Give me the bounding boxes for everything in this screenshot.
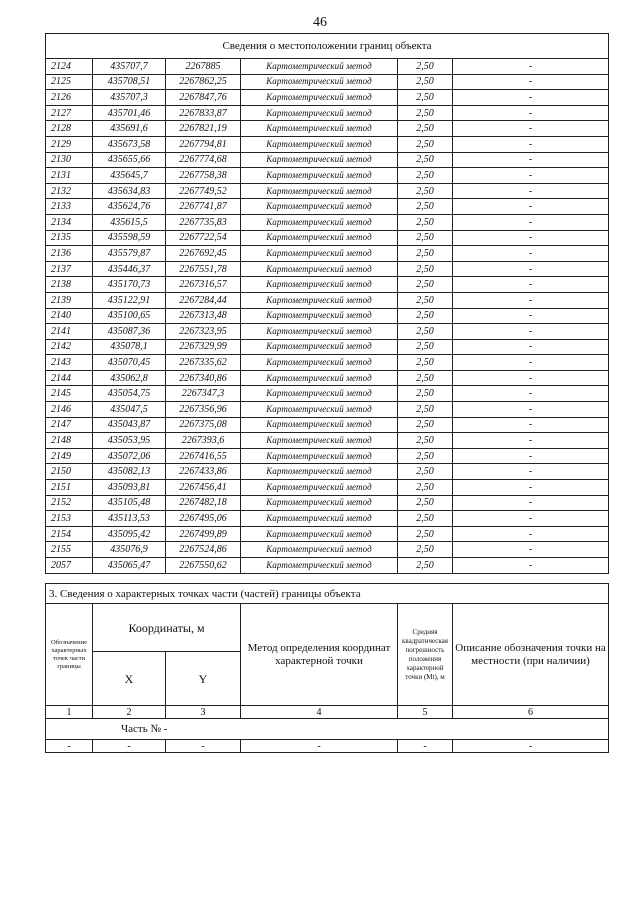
coord-x-cell: 435093,81 (93, 480, 166, 496)
point-number-cell: 2141 (46, 324, 93, 340)
description-cell: - (453, 121, 609, 137)
description-cell: - (453, 495, 609, 511)
table-row (46, 386, 609, 402)
point-number-cell: 2148 (46, 433, 93, 449)
method-cell: Картометрический метод (241, 214, 398, 230)
table-row (46, 355, 609, 371)
method-cell: Картометрический метод (241, 90, 398, 106)
point-number-cell: 2126 (46, 90, 93, 106)
point-number-cell: 2139 (46, 292, 93, 308)
coord-y-cell: 2267833,87 (166, 105, 241, 121)
table-row (46, 246, 609, 262)
method-cell: Картометрический метод (241, 183, 398, 199)
coord-x-cell: 435707,3 (93, 90, 166, 106)
table-row (46, 324, 609, 340)
page-number: 46 (313, 15, 327, 30)
coord-x-cell: 435615,5 (93, 214, 166, 230)
description-cell: - (453, 199, 609, 215)
coord-y-cell: 2267340,86 (166, 370, 241, 386)
coord-x-cell: 435095,42 (93, 526, 166, 542)
coord-y-cell: 2267393,6 (166, 433, 241, 449)
description-cell: - (453, 355, 609, 371)
table-row (46, 292, 609, 308)
method-cell: Картометрический метод (241, 495, 398, 511)
parts-table (45, 583, 609, 753)
method-cell: Картометрический метод (241, 480, 398, 496)
coord-x-cell: 435655,66 (93, 152, 166, 168)
table-row (46, 511, 609, 527)
method-cell: Картометрический метод (241, 74, 398, 90)
description-cell: - (453, 246, 609, 262)
col-num-2: 2 (93, 706, 166, 719)
method-cell: Картометрический метод (241, 199, 398, 215)
coord-x-cell: 435065,47 (93, 558, 166, 574)
col-num-1: 1 (46, 706, 93, 719)
point-number-cell: 2143 (46, 355, 93, 371)
header-method: Метод определения координат характерной точки (241, 604, 398, 706)
method-cell: Картометрический метод (241, 168, 398, 184)
description-cell: - (453, 370, 609, 386)
description-cell: - (453, 386, 609, 402)
method-cell: Картометрический метод (241, 448, 398, 464)
error-cell: 2,50 (398, 511, 453, 527)
method-cell: Картометрический метод (241, 292, 398, 308)
coord-x-cell: 435113,53 (93, 511, 166, 527)
error-cell: 2,50 (398, 308, 453, 324)
header-y: Y (166, 652, 241, 706)
description-cell: - (453, 90, 609, 106)
coord-x-cell: 435634,83 (93, 183, 166, 199)
coord-x-cell: 435043,87 (93, 417, 166, 433)
coord-x-cell: 435701,46 (93, 105, 166, 121)
error-cell: 2,50 (398, 230, 453, 246)
coord-y-cell: 2267821,19 (166, 121, 241, 137)
description-cell: - (453, 433, 609, 449)
description-cell: - (453, 105, 609, 121)
part-row (46, 719, 609, 740)
point-number-cell: 2152 (46, 495, 93, 511)
method-cell: Картометрический метод (241, 558, 398, 574)
table-row (46, 558, 609, 574)
table-row (46, 261, 609, 277)
boundary-table (45, 33, 609, 574)
coord-y-cell: 2267433,86 (166, 464, 241, 480)
coord-x-cell: 435082,13 (93, 464, 166, 480)
header-x: X (93, 652, 166, 706)
error-cell: 2,50 (398, 261, 453, 277)
part-label: Часть № - (46, 719, 609, 740)
coord-y-cell: 2267862,25 (166, 74, 241, 90)
point-number-cell: 2149 (46, 448, 93, 464)
coord-y-cell: 2267741,87 (166, 199, 241, 215)
error-cell: 2,50 (398, 90, 453, 106)
point-number-cell: 2146 (46, 402, 93, 418)
method-cell: Картометрический метод (241, 386, 398, 402)
coord-y-cell: 2267885 (166, 59, 241, 75)
table-row (46, 152, 609, 168)
point-number-cell: 2057 (46, 558, 93, 574)
point-number-cell: 2145 (46, 386, 93, 402)
column-number-row (46, 706, 609, 719)
coord-x-cell: 435047,5 (93, 402, 166, 418)
coord-x-cell: 435062,8 (93, 370, 166, 386)
point-number-cell: 2138 (46, 277, 93, 293)
method-cell: Картометрический метод (241, 136, 398, 152)
table-row (46, 230, 609, 246)
table-row (46, 402, 609, 418)
col-num-6: 6 (453, 706, 609, 719)
method-cell: Картометрический метод (241, 402, 398, 418)
point-number-cell: 2151 (46, 480, 93, 496)
method-cell: Картометрический метод (241, 324, 398, 340)
error-cell: 2,50 (398, 448, 453, 464)
method-cell: Картометрический метод (241, 152, 398, 168)
empty-data-row (46, 740, 609, 753)
header-row (46, 604, 609, 652)
coord-y-cell: 2267375,08 (166, 417, 241, 433)
coord-y-cell: 2267456,41 (166, 480, 241, 496)
table-row (46, 105, 609, 121)
coord-y-cell: 2267356,96 (166, 402, 241, 418)
method-cell: Картометрический метод (241, 308, 398, 324)
description-cell: - (453, 292, 609, 308)
method-cell: Картометрический метод (241, 542, 398, 558)
table-row (46, 168, 609, 184)
method-cell: Картометрический метод (241, 261, 398, 277)
description-cell: - (453, 59, 609, 75)
error-cell: 2,50 (398, 464, 453, 480)
coord-y-cell: 2267749,52 (166, 183, 241, 199)
error-cell: 2,50 (398, 168, 453, 184)
coord-x-cell: 435070,45 (93, 355, 166, 371)
table-row (46, 90, 609, 106)
point-number-cell: 2125 (46, 74, 93, 90)
error-cell: 2,50 (398, 558, 453, 574)
point-number-cell: 2154 (46, 526, 93, 542)
point-number-cell: 2142 (46, 339, 93, 355)
coord-y-cell: 2267550,62 (166, 558, 241, 574)
table-row (46, 183, 609, 199)
header-description: Описание обозначения точки на местности (при наличии) (453, 604, 609, 706)
description-cell: - (453, 308, 609, 324)
error-cell: 2,50 (398, 105, 453, 121)
coord-y-cell: 2267416,55 (166, 448, 241, 464)
description-cell: - (453, 261, 609, 277)
point-number-cell: 2124 (46, 59, 93, 75)
coord-x-cell: 435579,87 (93, 246, 166, 262)
method-cell: Картометрический метод (241, 417, 398, 433)
description-cell: - (453, 448, 609, 464)
error-cell: 2,50 (398, 214, 453, 230)
method-cell: Картометрический метод (241, 433, 398, 449)
header-error: Средняя квадратическая погрешность положения характерной точки (Мt), м (398, 604, 453, 706)
coord-y-cell: 2267313,48 (166, 308, 241, 324)
table-row (46, 417, 609, 433)
coord-y-cell: 2267551,78 (166, 261, 241, 277)
error-cell: 2,50 (398, 136, 453, 152)
point-number-cell: 2147 (46, 417, 93, 433)
table-row (46, 433, 609, 449)
description-cell: - (453, 277, 609, 293)
method-cell: Картометрический метод (241, 246, 398, 262)
description-cell: - (453, 526, 609, 542)
coord-x-cell: 435691,6 (93, 121, 166, 137)
section-title-row (46, 34, 609, 59)
coord-x-cell: 435087,36 (93, 324, 166, 340)
coord-x-cell: 435645,7 (93, 168, 166, 184)
empty-cell: - (93, 740, 166, 753)
coord-x-cell: 435053,95 (93, 433, 166, 449)
section3-title: 3. Сведения о характерных точках части (частей) границы объекта (46, 584, 609, 604)
table-row (46, 495, 609, 511)
error-cell: 2,50 (398, 433, 453, 449)
error-cell: 2,50 (398, 74, 453, 90)
error-cell: 2,50 (398, 59, 453, 75)
point-number-cell: 2150 (46, 464, 93, 480)
error-cell: 2,50 (398, 402, 453, 418)
coord-x-cell: 435446,37 (93, 261, 166, 277)
method-cell: Картометрический метод (241, 464, 398, 480)
coord-y-cell: 2267347,3 (166, 386, 241, 402)
error-cell: 2,50 (398, 417, 453, 433)
method-cell: Картометрический метод (241, 339, 398, 355)
description-cell: - (453, 324, 609, 340)
error-cell: 2,50 (398, 386, 453, 402)
coord-y-cell: 2267847,76 (166, 90, 241, 106)
error-cell: 2,50 (398, 152, 453, 168)
coord-y-cell: 2267482,18 (166, 495, 241, 511)
error-cell: 2,50 (398, 277, 453, 293)
method-cell: Картометрический метод (241, 105, 398, 121)
coord-x-cell: 435054,75 (93, 386, 166, 402)
point-number-cell: 2129 (46, 136, 93, 152)
coord-x-cell: 435078,1 (93, 339, 166, 355)
point-number-cell: 2144 (46, 370, 93, 386)
col-num-5: 5 (398, 706, 453, 719)
coord-y-cell: 2267692,45 (166, 246, 241, 262)
coord-y-cell: 2267329,99 (166, 339, 241, 355)
coord-x-cell: 435100,65 (93, 308, 166, 324)
col-num-4: 4 (241, 706, 398, 719)
empty-cell: - (166, 740, 241, 753)
point-number-cell: 2131 (46, 168, 93, 184)
method-cell: Картометрический метод (241, 511, 398, 527)
coord-y-cell: 2267524,86 (166, 542, 241, 558)
description-cell: - (453, 339, 609, 355)
method-cell: Картометрический метод (241, 121, 398, 137)
point-number-cell: 2128 (46, 121, 93, 137)
table-row (46, 121, 609, 137)
description-cell: - (453, 214, 609, 230)
coord-y-cell: 2267722,54 (166, 230, 241, 246)
coord-y-cell: 2267758,38 (166, 168, 241, 184)
coord-x-cell: 435708,51 (93, 74, 166, 90)
table-row (46, 526, 609, 542)
coord-x-cell: 435598,59 (93, 230, 166, 246)
method-cell: Картометрический метод (241, 59, 398, 75)
error-cell: 2,50 (398, 183, 453, 199)
description-cell: - (453, 464, 609, 480)
empty-cell: - (241, 740, 398, 753)
point-number-cell: 2130 (46, 152, 93, 168)
coord-x-cell: 435076,9 (93, 542, 166, 558)
table-row (46, 59, 609, 75)
coord-y-cell: 2267794,81 (166, 136, 241, 152)
error-cell: 2,50 (398, 370, 453, 386)
coord-x-cell: 435122,91 (93, 292, 166, 308)
section3-title-row (46, 584, 609, 604)
point-number-cell: 2132 (46, 183, 93, 199)
error-cell: 2,50 (398, 246, 453, 262)
table-row (46, 542, 609, 558)
coord-x-cell: 435673,58 (93, 136, 166, 152)
coord-x-cell: 435105,48 (93, 495, 166, 511)
table-row (46, 480, 609, 496)
method-cell: Картометрический метод (241, 526, 398, 542)
error-cell: 2,50 (398, 121, 453, 137)
empty-cell: - (398, 740, 453, 753)
point-number-cell: 2140 (46, 308, 93, 324)
coord-y-cell: 2267284,44 (166, 292, 241, 308)
description-cell: - (453, 511, 609, 527)
table-row (46, 277, 609, 293)
section-title: Сведения о местоположении границ объекта (46, 34, 609, 59)
empty-cell: - (46, 740, 93, 753)
table-row (46, 448, 609, 464)
description-cell: - (453, 74, 609, 90)
coord-y-cell: 2267735,83 (166, 214, 241, 230)
error-cell: 2,50 (398, 542, 453, 558)
coord-x-cell: 435624,76 (93, 199, 166, 215)
header-coords: Координаты, м (93, 604, 241, 652)
coord-x-cell: 435170,73 (93, 277, 166, 293)
coord-y-cell: 2267495,06 (166, 511, 241, 527)
coord-y-cell: 2267323,95 (166, 324, 241, 340)
description-cell: - (453, 183, 609, 199)
method-cell: Картометрический метод (241, 370, 398, 386)
coord-x-cell: 435707,7 (93, 59, 166, 75)
error-cell: 2,50 (398, 495, 453, 511)
description-cell: - (453, 136, 609, 152)
table-row (46, 214, 609, 230)
table-row (46, 199, 609, 215)
point-number-cell: 2137 (46, 261, 93, 277)
point-number-cell: 2133 (46, 199, 93, 215)
coord-x-cell: 435072,06 (93, 448, 166, 464)
description-cell: - (453, 417, 609, 433)
coord-y-cell: 2267499,89 (166, 526, 241, 542)
table-row (46, 464, 609, 480)
method-cell: Картометрический метод (241, 355, 398, 371)
table-row (46, 339, 609, 355)
coord-y-cell: 2267335,62 (166, 355, 241, 371)
error-cell: 2,50 (398, 199, 453, 215)
error-cell: 2,50 (398, 292, 453, 308)
header-point-name: Обозначение характерных точек части границы (46, 604, 93, 706)
table-row (46, 74, 609, 90)
error-cell: 2,50 (398, 339, 453, 355)
description-cell: - (453, 542, 609, 558)
method-cell: Картометрический метод (241, 277, 398, 293)
col-num-3: 3 (166, 706, 241, 719)
error-cell: 2,50 (398, 480, 453, 496)
error-cell: 2,50 (398, 526, 453, 542)
table-row (46, 308, 609, 324)
point-number-cell: 2153 (46, 511, 93, 527)
table-row (46, 370, 609, 386)
method-cell: Картометрический метод (241, 230, 398, 246)
empty-cell: - (453, 740, 609, 753)
description-cell: - (453, 168, 609, 184)
description-cell: - (453, 230, 609, 246)
description-cell: - (453, 558, 609, 574)
description-cell: - (453, 152, 609, 168)
description-cell: - (453, 402, 609, 418)
coord-y-cell: 2267316,57 (166, 277, 241, 293)
point-number-cell: 2155 (46, 542, 93, 558)
description-cell: - (453, 480, 609, 496)
error-cell: 2,50 (398, 355, 453, 371)
error-cell: 2,50 (398, 324, 453, 340)
point-number-cell: 2134 (46, 214, 93, 230)
point-number-cell: 2136 (46, 246, 93, 262)
point-number-cell: 2135 (46, 230, 93, 246)
table-row (46, 136, 609, 152)
coord-y-cell: 2267774,68 (166, 152, 241, 168)
point-number-cell: 2127 (46, 105, 93, 121)
